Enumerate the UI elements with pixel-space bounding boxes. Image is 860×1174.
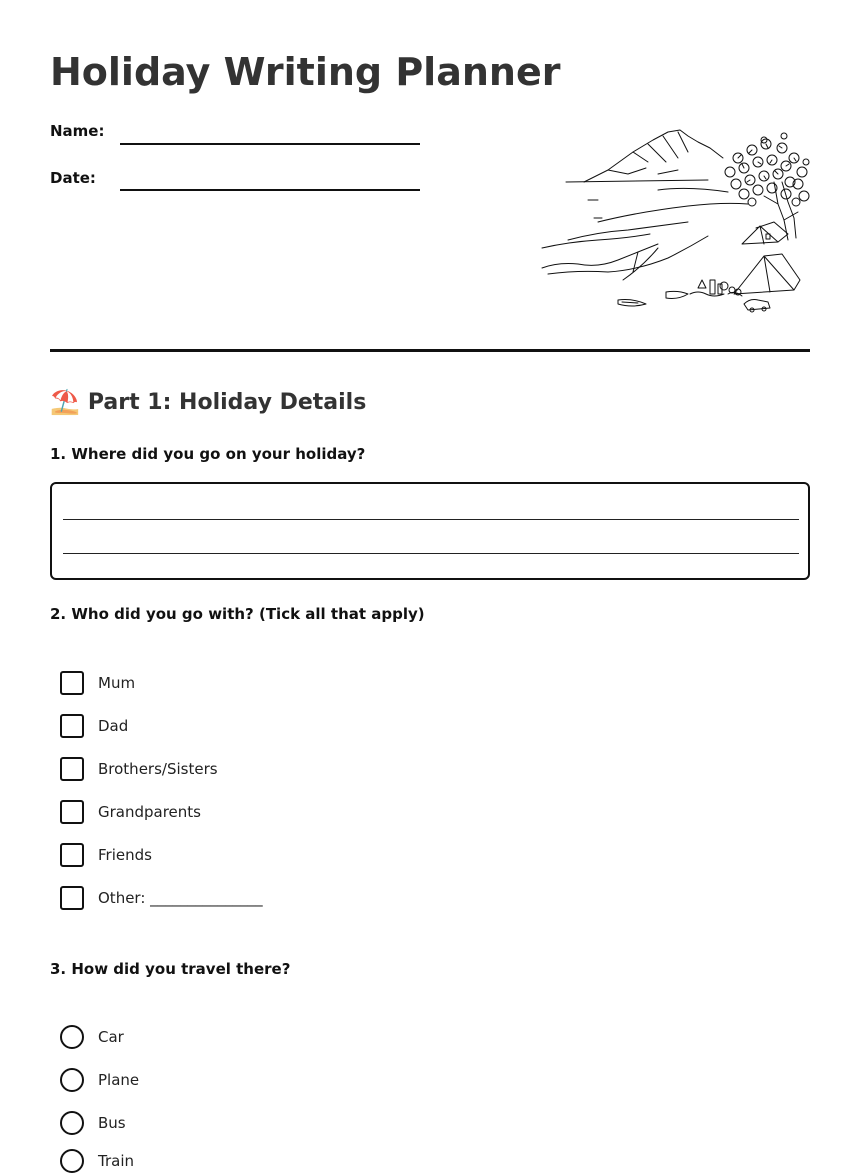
- option-label: Brothers/Sisters: [98, 760, 218, 778]
- option-mum[interactable]: [60, 670, 135, 696]
- date-label: Date:: [50, 169, 96, 187]
- checkbox[interactable]: [60, 714, 84, 738]
- question-2: 2. Who did you go with? (Tick all that apply): [50, 605, 425, 623]
- option-dad[interactable]: [60, 713, 128, 739]
- radio-button[interactable]: [60, 1068, 84, 1092]
- part1-title: Part 1: Holiday Details: [87, 389, 367, 415]
- part1-heading: [50, 388, 366, 416]
- radio-button[interactable]: [60, 1111, 84, 1135]
- option-label: Mum: [98, 674, 136, 692]
- radio-button[interactable]: [60, 1149, 84, 1173]
- radio-button[interactable]: [60, 1025, 84, 1049]
- checkbox[interactable]: [60, 671, 84, 695]
- option-friends[interactable]: [60, 842, 152, 868]
- beach-camping-illustration: [538, 122, 810, 318]
- option-bus[interactable]: [60, 1110, 126, 1136]
- checkbox[interactable]: [60, 843, 84, 867]
- q1-answer-box[interactable]: [50, 482, 810, 580]
- name-field[interactable]: [120, 143, 420, 145]
- option-label: Plane: [98, 1071, 140, 1089]
- option-label: Dad: [98, 717, 129, 735]
- option-label: Train: [98, 1152, 134, 1170]
- checkbox[interactable]: [60, 800, 84, 824]
- question-1: 1. Where did you go on your holiday?: [50, 445, 366, 463]
- option-plane[interactable]: [60, 1067, 139, 1093]
- option-label: Bus: [98, 1114, 126, 1132]
- date-field[interactable]: [120, 189, 420, 191]
- option-label: Other: _______________: [98, 889, 263, 907]
- checkbox[interactable]: [60, 886, 84, 910]
- option-label: Friends: [98, 846, 152, 864]
- checkbox[interactable]: [60, 757, 84, 781]
- answer-line: [63, 519, 799, 520]
- question-3: 3. How did you travel there?: [50, 960, 291, 978]
- answer-line: [63, 553, 799, 554]
- page-title: Holiday Writing Planner: [50, 50, 561, 94]
- option-label: Grandparents: [98, 803, 201, 821]
- header-divider: [50, 349, 810, 352]
- option-label: Car: [98, 1028, 124, 1046]
- beach-umbrella-icon: ⛱️: [50, 388, 80, 416]
- option-brothers-sisters[interactable]: [60, 756, 218, 782]
- option-grandparents[interactable]: [60, 799, 201, 825]
- option-car[interactable]: [60, 1024, 124, 1050]
- option-other[interactable]: [60, 885, 263, 911]
- name-label: Name:: [50, 122, 105, 140]
- option-train[interactable]: [60, 1148, 134, 1174]
